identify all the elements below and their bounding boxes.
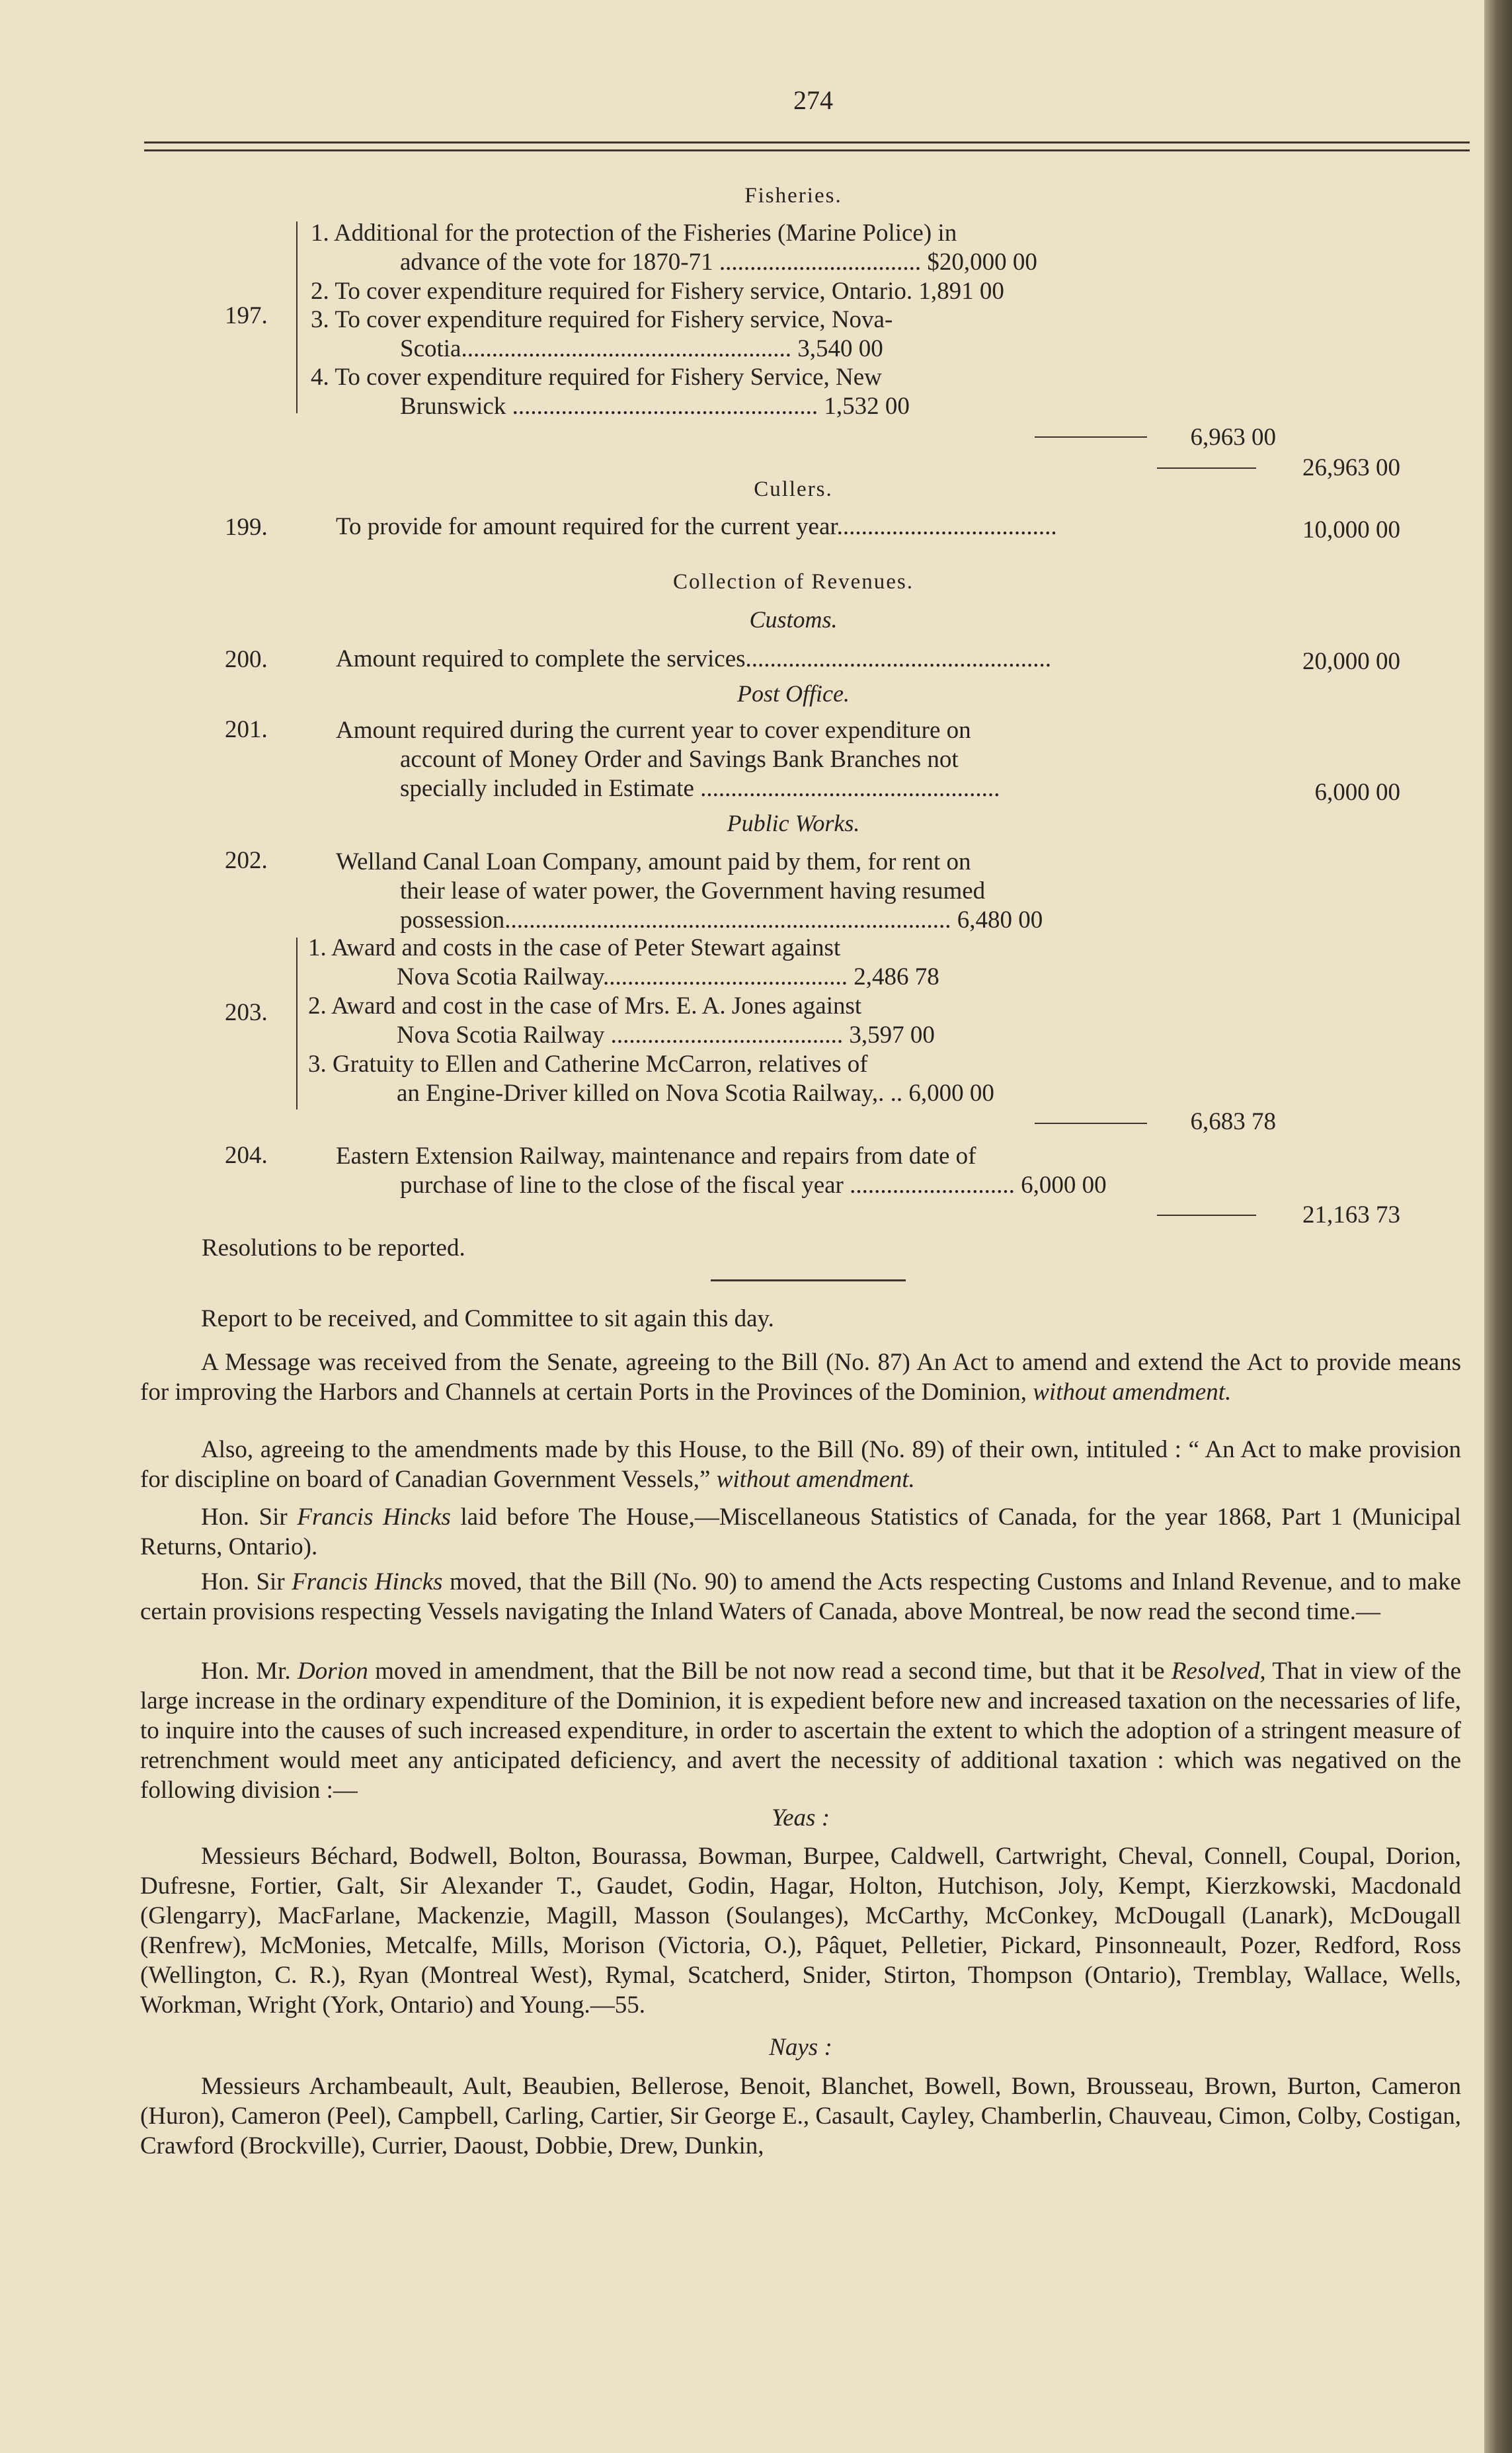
yeas-list: Messieurs Béchard, Bodwell, Bolton, Bourassa, Bowman, Burpee, Caldwell, Cartwright, Cheval, Connell, Coupal, Dorion, Dufresne, Fortier, Galt, Sir Alexander T., Gaudet, Godin, Hagar, Holton, Hutchison, Joly, Kempt, Kierzkowski, Macdonald (Glengarry), MacFarlane, Mackenzie, Magill, Masson (Soulanges), McCarthy, McConkey, McDougall (Lanark), McDougall (Renfrew), McMonies, Metcalfe, Mills, Morison (Victoria, O.), Pâquet, Pelletier, Pickard, Pinsonneault, Pozer, Redford, Ross (Wellington, C. R.), Ryan (Montreal West), Rymal, Scatcherd, Snider, Stirton, Thompson (Ontario), Tremblay, Wallace, Wells, Workman, Wright (York, Ontario) and Young.—55. xyxy=(140,1843,1461,2019)
post-office-amount: 6,000 00 xyxy=(1314,779,1400,806)
fisheries-total-rule xyxy=(1157,467,1256,469)
revenues-total-rule xyxy=(1157,1215,1256,1216)
welland-line3: possession......................................................................... 6,480 00 xyxy=(400,906,1043,934)
hincks-statistics-paragraph: Hon. Sir Francis Hincks laid before The House,—Miscellaneous Statistics of Canada, for the year 1868, Part 1 (Municipal Returns, Ontario). xyxy=(140,1504,1462,1560)
cullers-text: To provide for amount required for the current year.................................... xyxy=(336,513,1057,540)
eastern-item-number: 204. xyxy=(225,1142,268,1169)
award-3-line1: 3. Gratuity to Ellen and Catherine McCarron, relatives of xyxy=(308,1051,868,1078)
report-paragraph: Report to be received, and Committee to sit again this day. xyxy=(201,1305,774,1332)
award-3-line2: an Engine-Driver killed on Nova Scotia Railway,. .. 6,000 00 xyxy=(397,1080,994,1107)
customs-text: Amount required to complete the services.................................................. xyxy=(336,645,1052,672)
fisheries-brace xyxy=(296,221,298,413)
fisheries-item-2-line1: 2. To cover expenditure required for Fishery service, Ontario. 1,891 00 xyxy=(311,278,1004,305)
hincks-motion-paragraph: Hon. Sir Francis Hincks moved, that the Bill (No. 90) to amend the Acts respecting Customs and Inland Revenue, and to make certain provisions respecting Vessels navigating the Inland Waters of Canada, above Montreal, be now read the second time.— xyxy=(140,1568,1461,1625)
post-office-item-number: 201. xyxy=(225,716,268,743)
fisheries-item-number: 197. xyxy=(225,302,268,329)
award-2-line2: Nova Scotia Railway ...................................... 3,597 00 xyxy=(397,1022,935,1049)
welland-line2: their lease of water power, the Government having resumed xyxy=(400,877,986,905)
fisheries-item-1-line1: 1. Additional for the protection of the Fisheries (Marine Police) in xyxy=(311,220,957,247)
page-binding-edge xyxy=(1484,0,1512,2453)
awards-item-number: 203. xyxy=(225,999,268,1026)
header-rule-bottom xyxy=(144,149,1470,151)
welland-line1: Welland Canal Loan Company, amount paid by them, for rent on xyxy=(336,848,971,875)
nays-heading: Nays : xyxy=(769,2034,832,2061)
cullers-item-number: 199. xyxy=(225,514,268,541)
cullers-amount: 10,000 00 xyxy=(1302,516,1400,543)
eastern-line1: Eastern Extension Railway, maintenance and repairs from date of xyxy=(336,1143,976,1170)
customs-amount: 20,000 00 xyxy=(1302,648,1400,675)
nays-list: Messieurs Archambeault, Ault, Beaubien, Bellerose, Benoit, Blanchet, Bowell, Bown, Brousseau, Brown, Burton, Cameron (Huron), Cameron (Peel), Campbell, Carling, Cartier, Sir George E., Casault, Cayley, Chamberlin, Chauveau, Cimon, Colby, Costigan, Crawford (Brockville), Currier, Daoust, Dobbie, Drew, Dunkin, xyxy=(140,2073,1461,2159)
awards-subtotal-rule xyxy=(1035,1123,1147,1124)
header-rule-top xyxy=(144,141,1470,143)
public-works-subheading: Public Works. xyxy=(727,810,860,836)
fisheries-item-3-line1: 3. To cover expenditure required for Fishery service, Nova- xyxy=(311,306,893,333)
fisheries-heading: Fisheries. xyxy=(744,184,842,208)
page-number: 274 xyxy=(793,85,833,115)
revenues-total: 21,163 73 xyxy=(1302,1201,1400,1228)
fisheries-subtotal: 6,963 00 xyxy=(1190,424,1276,451)
section-separator xyxy=(711,1279,906,1281)
awards-subtotal: 6,683 78 xyxy=(1190,1108,1276,1135)
post-office-line1: Amount required during the current year to cover expenditure on xyxy=(336,717,971,744)
dorion-amendment-paragraph: Hon. Mr. Dorion moved in amendment, that the Bill be not now read a second time, but that it be Resolved, That in view of the large increase in the ordinary expenditure of the Dominion, it is expedient before new and increased taxation on the necessaries of life, to inquire into the causes of such increased expenditure, in order to ascertain the extent to which the adoption of a stringent measure of retrenchment would meet any anticipated deficiency, and avert the necessity of additional taxation : which was negatived on the following division :— xyxy=(140,1658,1462,1804)
fisheries-item-4-line2: Brunswick .................................................. 1,532 00 xyxy=(400,393,910,420)
post-office-line2: account of Money Order and Savings Bank Branches not xyxy=(400,746,959,773)
senate-message-paragraph: A Message was received from the Senate, agreeing to the Bill (No. 87) An Act to amend and extend the Act to provide means for improving the Harbors and Channels at certain Ports in the Provinces of the Dominion, without amendment. xyxy=(140,1349,1461,1406)
collection-heading: Collection of Revenues. xyxy=(672,570,914,594)
post-office-line3: specially included in Estimate ................................................. xyxy=(400,775,1000,802)
resolutions-line: Resolutions to be reported. xyxy=(202,1234,465,1262)
award-1-line2: Nova Scotia Railway........................................ 2,486 78 xyxy=(397,963,939,990)
customs-item-number: 200. xyxy=(225,646,268,673)
yeas-heading: Yeas : xyxy=(771,1804,830,1831)
award-1-line1: 1. Award and costs in the case of Peter Stewart against xyxy=(308,934,841,961)
amendments-paragraph: Also, agreeing to the amendments made by this House, to the Bill (No. 89) of their own, intituled : “ An Act to make provision for discipline on board of Canadian Government Vessels,” without amendment. xyxy=(140,1436,1461,1493)
fisheries-item-1-line2: advance of the vote for 1870-71 ................................. $20,000 00 xyxy=(400,249,1037,276)
awards-brace xyxy=(296,938,298,1109)
cullers-heading: Cullers. xyxy=(754,477,833,501)
post-office-subheading: Post Office. xyxy=(737,680,850,707)
fisheries-total: 26,963 00 xyxy=(1302,454,1400,481)
fisheries-item-4-line1: 4. To cover expenditure required for Fishery Service, New xyxy=(311,364,882,391)
fisheries-subtotal-rule xyxy=(1035,436,1147,438)
customs-subheading: Customs. xyxy=(749,606,838,633)
welland-item-number: 202. xyxy=(225,847,268,874)
award-2-line1: 2. Award and cost in the case of Mrs. E. A. Jones against xyxy=(308,992,862,1020)
eastern-line2: purchase of line to the close of the fiscal year ........................... 6,000 00 xyxy=(400,1172,1107,1199)
fisheries-item-3-line2: Scotia...................................................... 3,540 00 xyxy=(400,335,883,362)
